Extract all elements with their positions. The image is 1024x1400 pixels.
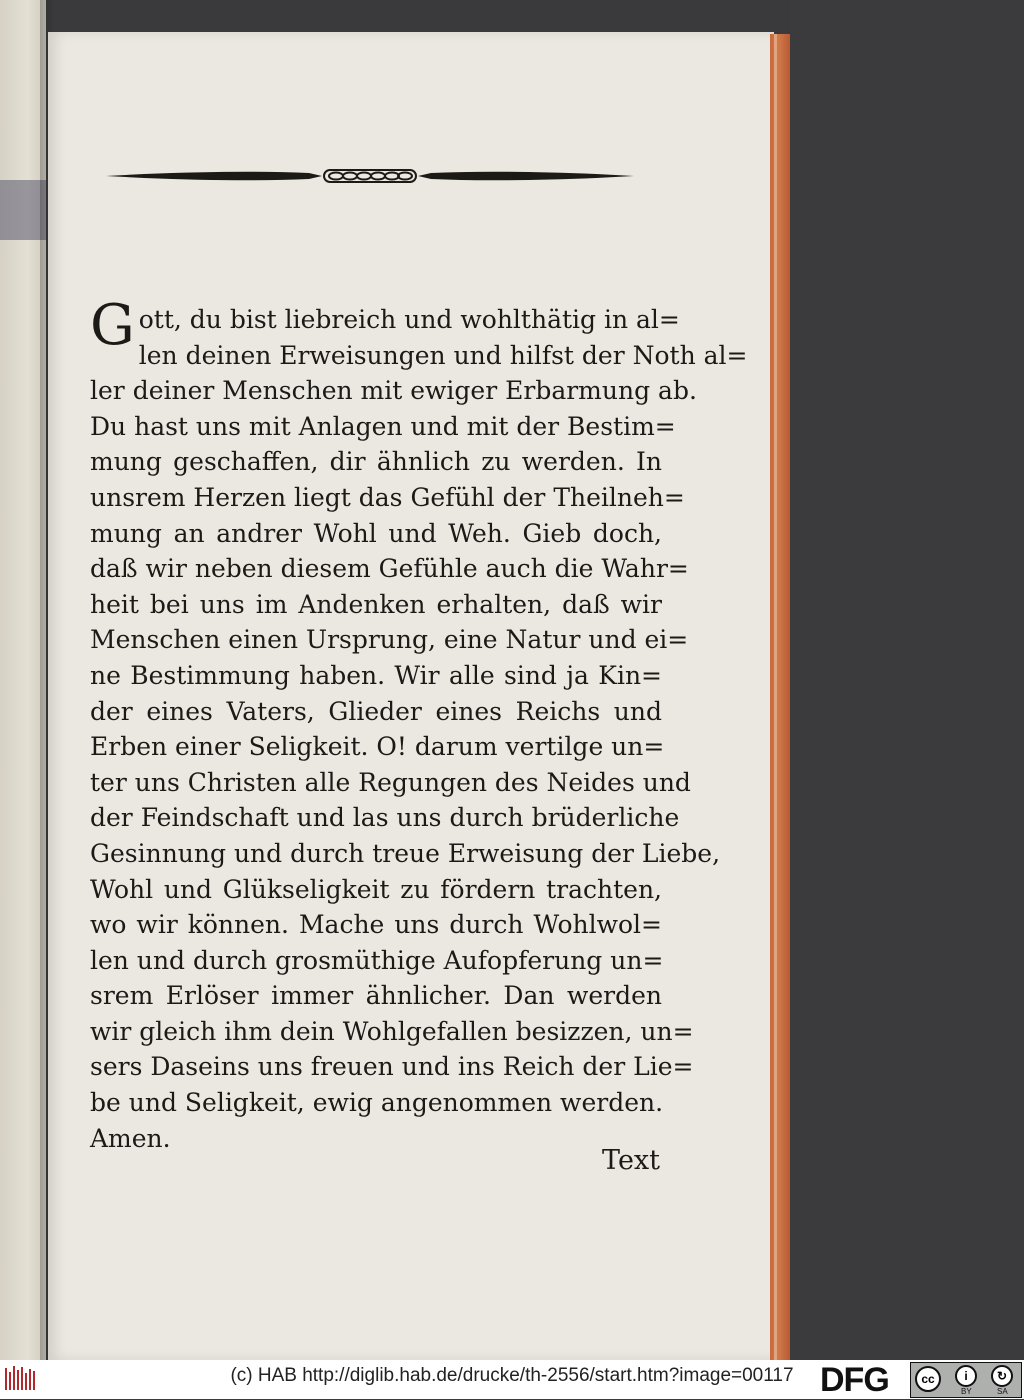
- cc-icon: cc: [915, 1366, 941, 1392]
- text-line: mung an andrer Wohl und Weh. Gieb doch,: [90, 518, 662, 548]
- text-line: Gesinnung und durch treue Erweisung der Liebe,: [90, 838, 721, 868]
- text-line: Amen.: [90, 1123, 171, 1153]
- text-line: der eines Vaters, Glieder eines Reichs und: [90, 696, 662, 726]
- share-alike-icon: ↻: [991, 1365, 1013, 1387]
- text-line: heit bei uns im Andenken erhalten, daß wir: [90, 589, 662, 619]
- text-line: Du hast uns mit Anlagen und mit der Bestim=: [90, 411, 676, 441]
- text-line: wo wir können. Mache uns durch Wohlwol=: [90, 910, 662, 940]
- text-line: daß wir neben diesem Gefühle auch die Wahr=: [90, 554, 689, 584]
- text-line: ott, du bist liebreich und wohlthätig in al=: [138, 305, 680, 334]
- text-line: len und durch grosmüthige Aufopferung un=: [90, 945, 664, 975]
- scan-background: [790, 0, 1024, 1360]
- text-line: srem Erlöser immer ähnlicher. Dan werden: [90, 981, 662, 1011]
- catchword: Text: [602, 1145, 660, 1176]
- text-line: Menschen einen Ursprung, eine Natur und ei=: [90, 625, 689, 655]
- page-edge-highlight: [774, 34, 777, 1360]
- body-text: [90, 293, 748, 1156]
- text-line: len deinen Erweisungen und hilfst der Noth al=: [138, 340, 748, 370]
- cc-license-badge[interactable]: [910, 1362, 1022, 1398]
- ornament-rule: [104, 164, 636, 188]
- text-line: wir gleich ihm dein Wohlgefallen besizzen, un=: [90, 1016, 694, 1046]
- by-label: BY: [961, 1387, 972, 1396]
- text-line: Wohl und Glükseligkeit zu fördern trachten,: [90, 874, 662, 904]
- drop-cap: G: [90, 293, 135, 358]
- text-line: unsrem Herzen liegt das Gefühl der Theilneh=: [90, 482, 685, 512]
- text-line: sers Daseins uns freuen und ins Reich der Lie=: [90, 1052, 694, 1082]
- sa-label: SA: [997, 1387, 1008, 1396]
- text-line: mung geschaffen, dir ähnlich zu werden. In: [90, 447, 662, 477]
- text-line: ter uns Christen alle Regungen des Neides und: [90, 767, 691, 797]
- dfg-logo: DFG: [820, 1361, 889, 1399]
- copyright-link[interactable]: (c) HAB http://diglib.hab.de/drucke/th-2556/start.htm?image=00117: [230, 1365, 794, 1386]
- text-line: be und Seligkeit, ewig angenommen werden.: [90, 1088, 664, 1118]
- text-line: Erben einer Seligkeit. O! darum vertilge un=: [90, 732, 665, 762]
- page-red-edge: [770, 34, 790, 1360]
- attribution-icon: i: [955, 1365, 977, 1387]
- text-line: ne Bestimmung haben. Wir alle sind ja Kin=: [90, 660, 662, 690]
- text-line: der Feindschaft und las uns durch brüderliche: [90, 803, 680, 833]
- text-line: ler deiner Menschen mit ewiger Erbarmung ab.: [90, 376, 697, 406]
